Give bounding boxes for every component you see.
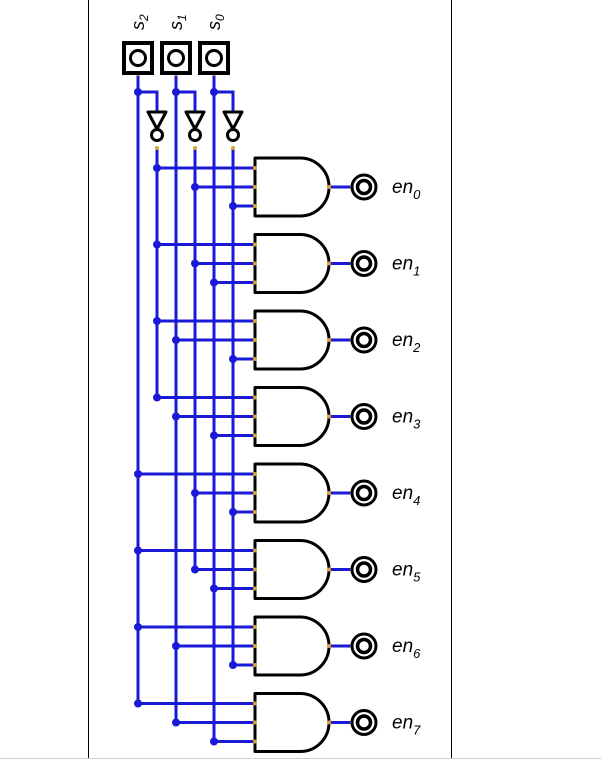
gate-input-pin — [253, 396, 257, 400]
input-label-s1 — [166, 14, 189, 30]
and-gate-icon — [255, 694, 329, 752]
not-bubble — [152, 130, 163, 141]
gate-input-pin — [253, 740, 257, 744]
input-s1[interactable] — [162, 14, 190, 73]
gate-input-pin — [253, 243, 257, 247]
output-en-7 — [352, 711, 421, 738]
input-pin-ring — [169, 51, 184, 66]
not-bubble — [190, 130, 201, 141]
inverter-out-pin — [193, 146, 197, 150]
gate-input-pin — [253, 319, 257, 323]
gate-layer — [136, 72, 354, 752]
input-pin-ring — [207, 51, 222, 66]
not-bubble — [228, 130, 239, 141]
junction-dot — [134, 700, 142, 708]
output-label-en1 — [392, 254, 420, 279]
and-gate-icon — [255, 464, 329, 522]
junction-dot — [172, 336, 180, 344]
junction-dot — [134, 88, 142, 96]
gate-input-pin — [253, 204, 257, 208]
output-label-en3 — [392, 407, 421, 432]
input-layer — [124, 14, 228, 73]
input-label-sub: 2 — [137, 14, 151, 21]
junction-dot — [153, 394, 161, 402]
output-en-1 — [352, 252, 420, 279]
output-label-sub: 7 — [413, 722, 421, 738]
junction-dot — [172, 413, 180, 421]
and-gate-5 — [255, 541, 329, 599]
gate-input-pin — [253, 549, 257, 553]
junction-dot — [229, 355, 237, 363]
junction-dot — [153, 164, 161, 172]
and-gate-4 — [255, 464, 329, 522]
and-gate-icon — [255, 235, 329, 293]
junction-dot — [210, 738, 218, 746]
input-s2[interactable] — [124, 14, 152, 73]
gate-input-pin — [253, 281, 257, 285]
output-label-sub: 3 — [413, 416, 421, 432]
gate-input-pin — [253, 166, 257, 170]
output-label-en4 — [392, 483, 420, 508]
output-label-sub: 5 — [413, 569, 421, 585]
junction-dot — [172, 719, 180, 727]
input-label-s0 — [204, 14, 227, 30]
junction-dot — [229, 508, 237, 516]
output-label-en5 — [392, 560, 421, 585]
output-label-text: en — [392, 712, 414, 734]
output-label-sub: 6 — [413, 646, 421, 661]
gate-input-pin — [253, 568, 257, 572]
junction-dot — [191, 260, 199, 268]
output-pin-core — [358, 334, 371, 347]
not-gate-icon — [224, 112, 242, 129]
and-gate-7 — [255, 694, 329, 752]
output-pin-core — [358, 640, 371, 653]
input-label-sub: 0 — [213, 14, 227, 21]
output-en-5 — [352, 558, 421, 585]
junction-dot — [134, 547, 142, 555]
output-label-en0 — [392, 177, 421, 202]
junction-dot — [153, 241, 161, 249]
output-label-text: en — [392, 559, 414, 581]
gate-input-pin — [253, 415, 257, 419]
and-gate-0 — [255, 158, 329, 216]
gate-input-pin — [253, 185, 257, 189]
and-gate-3 — [255, 388, 329, 446]
output-pin-core — [358, 716, 371, 729]
inverter-out-pin — [155, 146, 159, 150]
output-label-sub: 4 — [413, 493, 421, 508]
output-en-0 — [352, 175, 421, 202]
output-label-en6 — [392, 636, 421, 661]
junction-dot — [229, 661, 237, 669]
input-s0[interactable] — [200, 14, 228, 73]
output-en-4 — [352, 481, 420, 508]
gate-output-pin — [327, 338, 331, 342]
gate-input-pin — [253, 262, 257, 266]
and-gate-2 — [255, 311, 329, 369]
output-label-en7 — [392, 713, 421, 738]
junction-dot — [229, 202, 237, 210]
output-label-text: en — [392, 636, 414, 657]
and-gate-icon — [255, 158, 329, 216]
gate-output-pin — [327, 262, 331, 266]
inverter-out-pin — [231, 146, 235, 150]
output-layer — [352, 175, 421, 738]
junction-dot — [210, 585, 218, 593]
output-label-sub: 2 — [413, 340, 421, 355]
inverter-s1 — [186, 112, 204, 141]
gate-input-pin — [253, 663, 257, 667]
output-label-sub: 0 — [413, 187, 421, 202]
output-label-text: en — [392, 483, 414, 504]
and-gate-icon — [255, 311, 329, 369]
gate-input-pin — [253, 625, 257, 629]
output-label-text: en — [392, 253, 414, 275]
junction-dot — [172, 88, 180, 96]
junction-dot — [210, 279, 218, 287]
input-label-text: s — [204, 21, 224, 30]
output-en-6 — [352, 634, 421, 661]
output-pin-core — [358, 487, 371, 500]
output-pin-core — [358, 410, 371, 423]
output-pin-core — [358, 563, 371, 576]
gate-input-pin — [253, 491, 257, 495]
gate-input-pin — [253, 472, 257, 476]
gate-output-pin — [327, 491, 331, 495]
and-gate-icon — [255, 541, 329, 599]
output-label-text: en — [392, 177, 414, 198]
input-label-text: s — [166, 21, 186, 30]
and-gate-1 — [255, 235, 329, 293]
gate-output-pin — [327, 721, 331, 725]
gate-input-pin — [253, 357, 257, 361]
junction-dot — [210, 88, 218, 96]
gate-input-pin — [253, 702, 257, 706]
and-gate-6 — [255, 617, 329, 675]
junction-dot — [153, 317, 161, 325]
junction-dot — [191, 566, 199, 574]
output-label-sub: 1 — [413, 263, 421, 279]
junction-dot — [191, 489, 199, 497]
junction-dot — [172, 642, 180, 650]
gate-output-pin — [327, 644, 331, 648]
output-pin-core — [358, 257, 371, 270]
output-en-3 — [352, 405, 421, 432]
junction-dot — [191, 183, 199, 191]
output-label-text: en — [392, 406, 414, 428]
input-label-text: s — [128, 21, 148, 30]
gate-input-pin — [253, 644, 257, 648]
input-pin-ring — [131, 51, 146, 66]
not-gate-icon — [186, 112, 204, 129]
inverter-s0 — [224, 112, 242, 141]
and-gate-icon — [255, 388, 329, 446]
output-label-text: en — [392, 330, 414, 351]
junction-dot — [210, 432, 218, 440]
output-label-en2 — [392, 330, 421, 355]
and-gate-icon — [255, 617, 329, 675]
not-gate-icon — [148, 112, 166, 129]
junction-dot — [134, 623, 142, 631]
gate-output-pin — [327, 568, 331, 572]
gate-input-pin — [253, 338, 257, 342]
gate-input-pin — [253, 721, 257, 725]
input-label-s2 — [128, 14, 151, 30]
gate-input-pin — [253, 510, 257, 514]
junction-dot — [134, 470, 142, 478]
output-en-2 — [352, 328, 421, 355]
gate-output-pin — [327, 415, 331, 419]
input-label-sub: 1 — [175, 14, 189, 21]
gate-input-pin — [253, 434, 257, 438]
output-pin-core — [358, 181, 371, 194]
inverter-s2 — [148, 112, 166, 141]
gate-output-pin — [327, 185, 331, 189]
gate-input-pin — [253, 587, 257, 591]
